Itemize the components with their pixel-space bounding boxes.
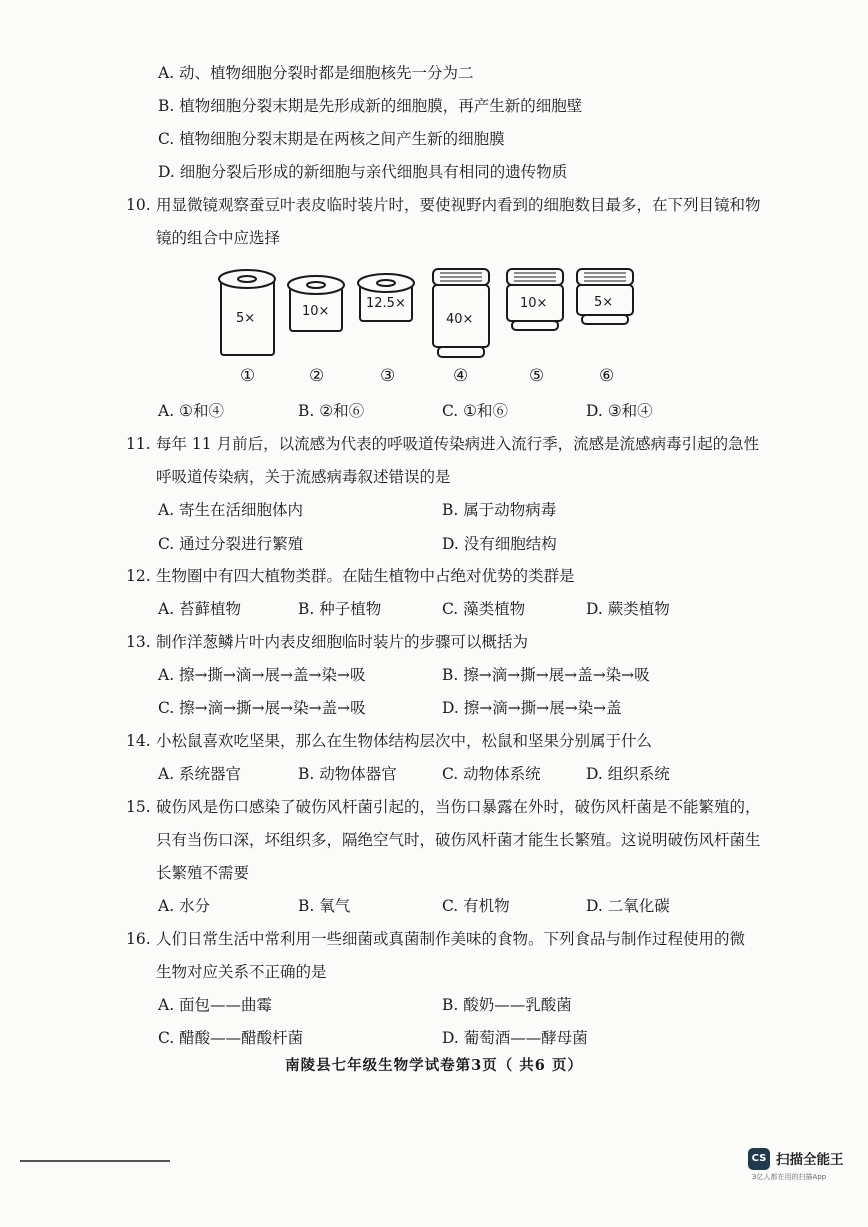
q15-stem-line2: 只有当伤口深，坏组织多，隔绝空气时，破伤风杆菌才能生长繁殖。这说明破伤风杆菌生 (156, 831, 761, 849)
q12-option-b: B. 种子植物 (298, 600, 382, 618)
q10-stem-line2: 镜的组合中应选择 (156, 229, 281, 247)
q15-stem-line1: 破伤风是伤口感染了破伤风杆菌引起的，当伤口暴露在外时，破伤风杆菌是不能繁殖的， (156, 798, 761, 816)
q13-option-b: B. 擦→滴→撕→展→盖→染→吸 (442, 666, 650, 684)
q16-option-c: C. 醋酸——醋酸杆菌 (158, 1029, 304, 1047)
q16-stem-line2: 生物对应关系不正确的是 (156, 963, 327, 981)
lens-label-4: 40× (446, 312, 474, 327)
q11-option-c: C. 通过分裂进行繁殖 (158, 535, 304, 553)
page-footer: 南陵县七年级生物学试卷第3页（ 共6 页） (285, 1057, 583, 1074)
lens-number-6: ⑥ (599, 366, 615, 386)
q10-stem-line1: 用显微镜观察蚕豆叶表皮临时装片时，要使视野内看到的细胞数目最多，在下列目镜和物 (156, 196, 761, 214)
q9-option-b: B. 植物细胞分裂末期是先形成新的细胞膜，再产生新的细胞壁 (158, 97, 583, 115)
lens-label-2: 10× (302, 304, 330, 319)
q11-stem-line2: 呼吸道传染病，关于流感病毒叙述错误的是 (156, 468, 451, 486)
q10-number: 10. (126, 196, 151, 214)
q11-option-b: B. 属于动物病毒 (442, 501, 557, 519)
q9-option-a: A. 动、植物细胞分裂时都是细胞核先一分为二 (158, 64, 474, 82)
q10-option-a: A. ①和④ (158, 402, 224, 420)
scan-mark-line (20, 1160, 170, 1162)
q14-option-a: A. 系统器官 (158, 765, 242, 783)
q9-option-c: C. 植物细胞分裂末期是在两核之间产生新的细胞膜 (158, 130, 505, 148)
q14-option-c: C. 动物体系统 (442, 765, 541, 783)
q12-number: 12. (126, 567, 151, 585)
q14-option-b: B. 动物体器官 (298, 765, 397, 783)
q13-number: 13. (126, 633, 151, 651)
q11-option-d: D. 没有细胞结构 (442, 535, 557, 553)
q15-option-d: D. 二氧化碳 (586, 897, 670, 915)
q15-option-b: B. 氧气 (298, 897, 351, 915)
q15-stem-line3: 长繁殖不需要 (156, 864, 250, 882)
q16-option-a: A. 面包——曲霉 (158, 996, 273, 1014)
q16-option-d: D. 葡萄酒——酵母菌 (442, 1029, 588, 1047)
q13-option-a: A. 擦→撕→滴→展→盖→染→吸 (158, 666, 366, 684)
q15-option-c: C. 有机物 (442, 897, 510, 915)
q13-stem-line1: 制作洋葱鳞片叶内表皮细胞临时装片的步骤可以概括为 (156, 633, 529, 651)
lens-label-5: 10× (520, 296, 548, 311)
lens-number-3: ③ (380, 366, 396, 386)
q14-stem-line1: 小松鼠喜欢吃坚果，那么在生物体结构层次中，松鼠和坚果分别属于什么 (156, 732, 653, 750)
q12-stem-line1: 生物圈中有四大植物类群。在陆生植物中占绝对优势的类群是 (156, 567, 575, 585)
q14-option-d: D. 组织系统 (586, 765, 670, 783)
q11-stem-line1: 每年 11 月前后，以流感为代表的呼吸道传染病进入流行季，流感是流感病毒引起的急性 (156, 435, 760, 453)
q15-number: 15. (126, 798, 151, 816)
q12-option-d: D. 蕨类植物 (586, 600, 670, 618)
camscanner-logo-icon: CS (748, 1148, 770, 1170)
q16-option-b: B. 酸奶——乳酸菌 (442, 996, 572, 1014)
q10-option-d: D. ③和④ (586, 402, 653, 420)
lens-label-6: 5× (594, 295, 614, 310)
q16-stem-line1: 人们日常生活中常利用一些细菌或真菌制作美味的食物。下列食品与制作过程使用的微 (156, 930, 746, 948)
q15-option-a: A. 水分 (158, 897, 211, 915)
watermark-subtitle: 3亿人都在用的扫描App (752, 1173, 827, 1181)
q16-number: 16. (126, 930, 151, 948)
q13-option-d: D. 擦→滴→撕→展→染→盖 (442, 699, 622, 717)
q11-option-a: A. 寄生在活细胞体内 (158, 501, 304, 519)
q14-number: 14. (126, 732, 151, 750)
q9-option-d: D. 细胞分裂后形成的新细胞与亲代细胞具有相同的遗传物质 (158, 163, 568, 181)
q11-number: 11. (126, 435, 151, 453)
q10-option-b: B. ②和⑥ (298, 402, 365, 420)
q12-option-c: C. 藻类植物 (442, 600, 526, 618)
lens-number-1: ① (240, 366, 256, 386)
lens-number-2: ② (309, 366, 325, 386)
lens-figure (0, 0, 868, 420)
lens-label-3: 12.5× (366, 296, 406, 311)
q13-option-c: C. 擦→滴→撕→展→染→盖→吸 (158, 699, 366, 717)
lens-label-1: 5× (236, 311, 256, 326)
watermark-title: 扫描全能王 (776, 1152, 844, 1168)
lens-number-5: ⑤ (529, 366, 545, 386)
q12-option-a: A. 苔藓植物 (158, 600, 242, 618)
q10-option-c: C. ①和⑥ (442, 402, 509, 420)
lens-number-4: ④ (453, 366, 469, 386)
